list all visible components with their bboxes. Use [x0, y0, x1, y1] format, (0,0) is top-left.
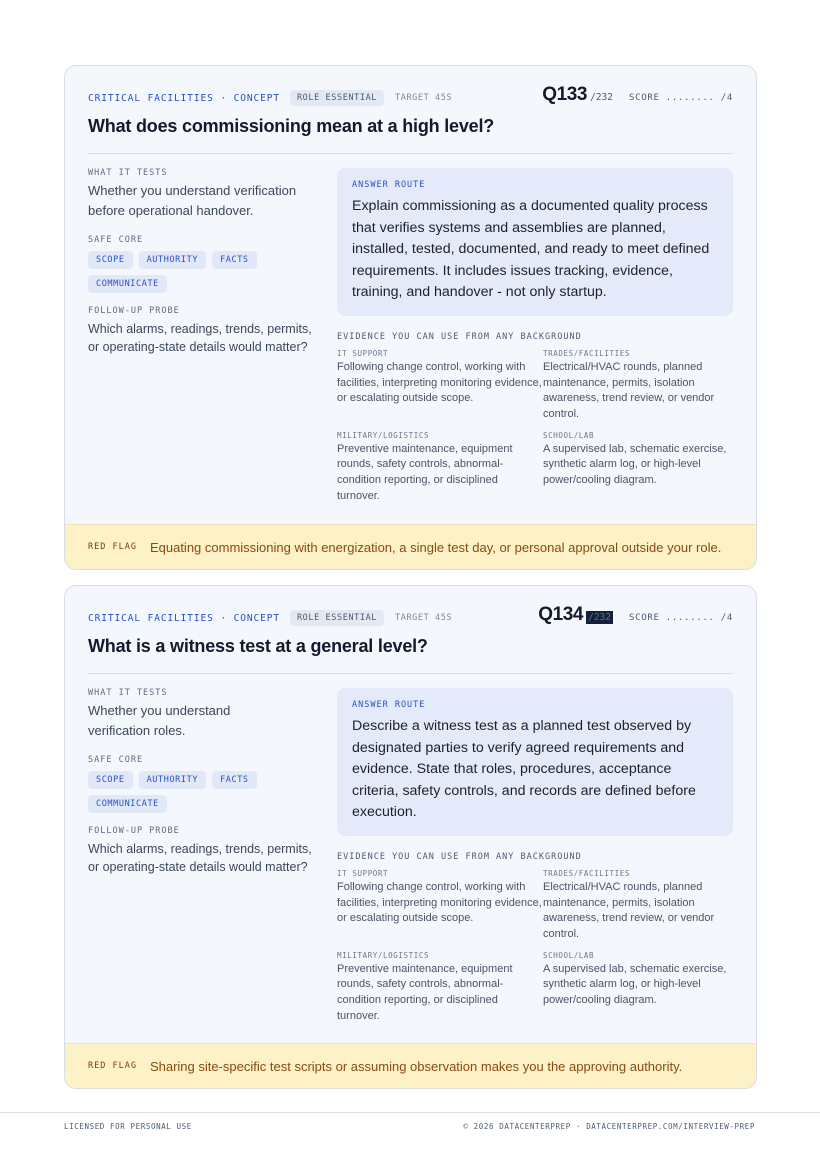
- left-column: [88, 688, 314, 1025]
- question-title: What does commissioning mean at a high level?: [88, 116, 733, 154]
- question-total: /232: [588, 612, 611, 623]
- evidence-item-label: SCHOOL/LAB: [543, 950, 595, 960]
- what-it-tests-label: WHAT IT TESTS: [88, 688, 168, 698]
- safe-core-chips: [88, 251, 288, 299]
- what-it-tests-text: Whether you understand verification roles.: [88, 703, 231, 738]
- red-flag-text: Equating commissioning with energization, a single test day, or personal approval outside your role.: [149, 539, 722, 555]
- evidence-item-text: Following change control, working with facilities, interpreting monitoring evidence, or escalating outside scope.: [337, 360, 542, 405]
- safe-core-label: SAFE CORE: [88, 235, 144, 245]
- evidence-item-text: A supervised lab, schematic exercise, synthetic alarm log, or high-level power/cooling diagram.: [543, 442, 727, 487]
- footer-license: LICENSED FOR PERSONAL USE: [64, 1122, 192, 1131]
- left-column: [88, 168, 314, 505]
- evidence-item-label: TRADES/FACILITIES: [543, 868, 630, 878]
- chip-scope: SCOPE: [88, 251, 133, 269]
- question-card: [64, 585, 757, 1089]
- evidence-item-text: A supervised lab, schematic exercise, synthetic alarm log, or high-level power/cooling diagram.: [543, 962, 727, 1007]
- question-number: Q133: [542, 84, 588, 105]
- question-title: What is a witness test at a general level?: [88, 636, 733, 674]
- evidence-item-label: IT SUPPORT: [337, 868, 389, 878]
- evidence-item: [337, 431, 543, 505]
- right-column: [337, 688, 733, 1025]
- role-badge: ROLE ESSENTIAL: [290, 610, 384, 626]
- what-it-tests-label: WHAT IT TESTS: [88, 168, 168, 178]
- question-number: Q134: [538, 604, 584, 625]
- question-number-block: [542, 84, 733, 106]
- answer-route-text: Describe a witness test as a planned test observed by designated parties to verify agreed requirements and evidence. State that roles, procedures, acceptance criteria, safety controls, and records are defined before execution.: [352, 718, 696, 821]
- evidence-item: [543, 869, 733, 943]
- evidence-label: EVIDENCE YOU CAN USE FROM ANY BACKGROUND: [337, 851, 582, 862]
- evidence-item-label: MILITARY/LOGISTICS: [337, 430, 430, 440]
- footer-divider: [0, 1112, 820, 1113]
- evidence-item-label: SCHOOL/LAB: [543, 430, 595, 440]
- red-flag-label: RED FLAG: [88, 1061, 137, 1071]
- red-flag-bar: [65, 524, 756, 569]
- safe-core-label: SAFE CORE: [88, 755, 144, 765]
- answer-route-text: Explain commissioning as a documented quality process that verifies systems and assemblies are planned, installed, tested, documented, and ready to meet defined requirements. It includes issues tracking, evidence, training, and handover - not only startup.: [352, 198, 710, 301]
- safe-core-chips: [88, 771, 288, 819]
- evidence-item-text: Preventive maintenance, equipment rounds, safety controls, abnormal-condition reporting, or disciplined turnover.: [337, 962, 513, 1022]
- evidence-item-label: IT SUPPORT: [337, 348, 389, 358]
- footer-copyright: © 2026 DATACENTERPREP · DATACENTERPREP.COM/INTERVIEW-PREP: [463, 1122, 755, 1131]
- answer-route-label: ANSWER ROUTE: [352, 180, 426, 190]
- red-flag-label: RED FLAG: [88, 542, 137, 552]
- follow-up-label: FOLLOW-UP PROBE: [88, 306, 180, 316]
- score-field[interactable]: SCORE ........ /4: [628, 613, 733, 623]
- chip-scope: SCOPE: [88, 771, 133, 789]
- chip-authority: AUTHORITY: [139, 771, 206, 789]
- question-number-block: [538, 604, 733, 626]
- chip-facts: FACTS: [212, 251, 257, 269]
- category-label: CRITICAL FACILITIES · CONCEPT: [88, 612, 280, 624]
- red-flag-text: Sharing site-specific test scripts or assuming observation makes you the approving authority.: [149, 1058, 683, 1074]
- evidence-grid: [337, 349, 733, 505]
- answer-route-box: [337, 688, 733, 836]
- chip-communicate: COMMUNICATE: [88, 795, 167, 813]
- follow-up-text: Which alarms, readings, trends, permits, or operating-state details would matter?: [88, 842, 312, 874]
- follow-up-text: Which alarms, readings, trends, permits, or operating-state details would matter?: [88, 322, 312, 354]
- evidence-item: [337, 951, 543, 1025]
- question-total: /232: [590, 92, 613, 103]
- right-column: [337, 168, 733, 505]
- follow-up-label: FOLLOW-UP PROBE: [88, 826, 180, 836]
- evidence-label: EVIDENCE YOU CAN USE FROM ANY BACKGROUND: [337, 331, 582, 342]
- evidence-item: [543, 951, 733, 1025]
- evidence-item: [543, 431, 733, 505]
- target-time: TARGET 45S: [395, 93, 453, 103]
- evidence-item-text: Following change control, working with facilities, interpreting monitoring evidence, or escalating outside scope.: [337, 880, 542, 925]
- evidence-item-text: Electrical/HVAC rounds, planned maintenance, permits, isolation awareness, trend review, or vendor control.: [543, 880, 715, 941]
- red-flag-bar: [65, 1043, 756, 1088]
- evidence-item: [337, 349, 543, 423]
- answer-route-box: [337, 168, 733, 316]
- evidence-item-label: TRADES/FACILITIES: [543, 348, 630, 358]
- evidence-item: [543, 349, 733, 423]
- evidence-item-label: MILITARY/LOGISTICS: [337, 950, 430, 960]
- what-it-tests-text: Whether you understand verification before operational handover.: [88, 183, 297, 218]
- target-time: TARGET 45S: [395, 613, 453, 623]
- evidence-grid: [337, 869, 733, 1025]
- chip-communicate: COMMUNICATE: [88, 275, 167, 293]
- chip-facts: FACTS: [212, 771, 257, 789]
- answer-route-label: ANSWER ROUTE: [352, 700, 426, 710]
- question-card: [64, 65, 757, 570]
- score-field[interactable]: SCORE ........ /4: [628, 93, 733, 103]
- evidence-item-text: Electrical/HVAC rounds, planned maintenance, permits, isolation awareness, trend review, or vendor control.: [543, 360, 715, 421]
- role-badge: ROLE ESSENTIAL: [290, 90, 384, 106]
- evidence-item: [337, 869, 543, 943]
- evidence-item-text: Preventive maintenance, equipment rounds, safety controls, abnormal-condition reporting, or disciplined turnover.: [337, 442, 513, 502]
- category-label: CRITICAL FACILITIES · CONCEPT: [88, 92, 280, 104]
- chip-authority: AUTHORITY: [139, 251, 206, 269]
